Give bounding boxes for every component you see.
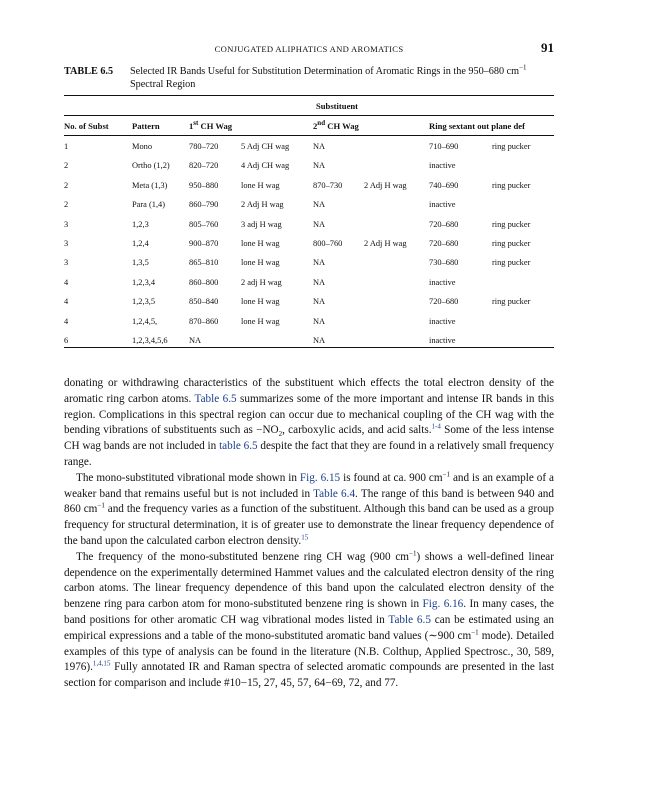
cell-ring-range: inactive [429, 277, 456, 287]
cell-ring-range: 740–690 [429, 180, 459, 190]
cell-pattern: 1,2,3,4,5,6 [132, 336, 168, 345]
cell-ring-range: 720–680 [429, 297, 459, 307]
cell-first-wag-desc: lone H wag [241, 180, 280, 190]
col-no-of-subst: No. of Subst [64, 121, 109, 131]
cell-ring-range: inactive [429, 336, 456, 345]
cell-first-wag-range: 900–870 [189, 239, 219, 248]
cell-pattern: 1,2,4,5, [132, 316, 158, 326]
cell-no-of-subst: 2 [64, 180, 69, 190]
table-6-5-link[interactable]: Table 6.5 [388, 613, 431, 626]
cell-first-wag-desc: lone H wag [241, 239, 280, 248]
cell-second-wag-range: NA [313, 336, 326, 345]
cell-second-wag-desc: 2 Adj H wag [364, 239, 407, 248]
table-6-4-link[interactable]: Table 6.4 [313, 487, 356, 500]
cell-first-wag-range: 870–860 [189, 316, 219, 326]
cell-second-wag-range: NA [313, 258, 326, 268]
cell-first-wag-desc: lone H wag [241, 297, 280, 307]
caption-line-2: Spectral Region [130, 78, 196, 90]
cell-second-wag-range: NA [313, 200, 326, 210]
col-first-ch-wag: 1st CH Wag [189, 119, 233, 131]
cell-ring-desc: ring pucker [492, 180, 531, 190]
cell-no-of-subst: 3 [64, 258, 69, 268]
citation-link[interactable]: 1,4,15 [92, 659, 111, 668]
cell-second-wag-range: NA [313, 277, 326, 287]
citation-link[interactable]: 1-4 [431, 422, 441, 431]
cell-second-wag-range: NA [313, 161, 326, 171]
table-caption-text [130, 63, 550, 91]
cell-pattern: 1,2,3 [132, 219, 149, 229]
cell-no-of-subst: 2 [64, 200, 69, 210]
cell-first-wag-desc: lone H wag [241, 316, 280, 326]
caption-exponent: −1 [519, 63, 527, 72]
cell-second-wag-range: NA [313, 316, 326, 326]
cell-no-of-subst: 6 [64, 336, 69, 345]
substituent-group-header: Substituent [316, 101, 359, 111]
fig-6-16-link[interactable]: Fig. 6.16 [422, 598, 464, 611]
cell-second-wag-range: NA [313, 142, 326, 151]
cell-pattern: Para (1,4) [132, 200, 166, 210]
cell-pattern: Meta (1,3) [132, 180, 168, 190]
cell-no-of-subst: 2 [64, 161, 69, 171]
cell-ring-desc: ring pucker [492, 219, 531, 229]
cell-ring-range: 720–680 [429, 239, 459, 248]
citation-link[interactable]: 15 [301, 533, 309, 542]
cell-pattern: 1,2,3,4 [132, 277, 156, 287]
cell-ring-desc: ring pucker [492, 239, 531, 248]
cell-first-wag-desc: 3 adj H wag [241, 219, 282, 229]
cell-no-of-subst: 4 [64, 277, 69, 287]
cell-ring-range: 730–680 [429, 258, 459, 268]
cell-ring-range: 720–680 [429, 219, 459, 229]
cell-no-of-subst: 1 [64, 142, 69, 151]
cell-first-wag-range: 860–790 [189, 200, 219, 210]
cell-first-wag-range: 780–720 [189, 142, 219, 151]
cell-pattern: 1,2,3,5 [132, 297, 156, 307]
col-pattern: Pattern [132, 121, 160, 131]
table-6-5-link[interactable]: Table 6.5 [194, 392, 237, 405]
paragraph-3: The frequency of the mono-substituted benzene ring CH wag (900 $cm^{-1}$) shows a well-defined linear dependence on the experimentally determined Hammet values and the calculated electron density of the ring carbon atoms. The linear frequency dependence of this band upon the calculated electron density of the benzene ring para carbon atom for mono-substituted benzene ring is shown in Fig. 6.16. In many cases, the band positions for other aromatic CH wag vibrational modes listed in Table 6.5 can be estimated using an empirical expressions and a table of the mono-substituted aromatic band values (∼900 $cm^{-1}$ mode). Detailed examples of this type of analysis can be found in the literature (N.B. Colthup, Applied Spectrosc., 30, 589, 1976).$^{1,4,15}$ Fully annotated IR and Raman spectra of selected aromatic compounds are presented in the last section for comparison and include #10−15, 27, 45, 57, 64−69, 72, and 77. [64, 549, 555, 690]
page-number: 91 [541, 40, 554, 55]
cell-ring-desc: ring pucker [492, 142, 531, 151]
paragraph-1: donating or withdrawing characteristics of the substituent which effects the total electron density of the aromatic ring carbon atoms. Table 6.5 summarizes some of the more important and intense IR bands in this region. Complications in this spectral region can occur due to mechanical coupling of the CH wag with the bending vibrations of substituents such as $-NO_2$, carboxylic acids, and acid salts.$^{1-4}$ Some of the less intense CH wag bands are not included in table 6.5 despite the fact that they are found in a relatively small frequency range. [64, 377, 554, 468]
caption-line-1: Selected IR Bands Useful for Substitution Determination of Aromatic Rings in the 950–680 cm [130, 66, 520, 77]
cell-pattern: Mono [132, 142, 153, 151]
table-6-5-link[interactable]: table 6.5 [219, 440, 258, 453]
cell-second-wag-range: 800–760 [313, 239, 343, 248]
body-text [64, 376, 554, 692]
cell-ring-desc: ring pucker [492, 258, 531, 268]
cell-first-wag-range: 860–800 [189, 277, 219, 287]
cell-pattern: 1,2,4 [132, 239, 149, 248]
paragraph-2: The mono-substituted vibrational mode shown in Fig. 6.15 is found at ca. 900 $cm^{-1}$ and is an example of a weaker band that remains useful but is not included in Table 6.4. The range of this band is between 940 and 860 $cm^{-1}$ and the frequency varies as a function of the substituent. Although this band can be used as a group frequency for structural determination, it is of greater use to demonstrate the linear frequency dependence of the band upon the calculated carbon electron density.$^{15}$ [64, 470, 554, 547]
running-title: CONJUGATED ALIPHATICS AND AROMATICS [214, 44, 404, 54]
cell-first-wag-range: NA [189, 336, 202, 345]
cell-no-of-subst: 3 [64, 219, 69, 229]
cell-pattern: 1,3,5 [132, 258, 149, 268]
cell-first-wag-desc: 2 Adj H wag [241, 200, 284, 210]
cell-first-wag-desc: 5 Adj CH wag [241, 142, 290, 151]
cell-ring-desc: ring pucker [492, 297, 531, 307]
cell-first-wag-desc: lone H wag [241, 258, 280, 268]
cell-ring-range: inactive [429, 161, 456, 171]
col-ring-sextant: Ring sextant out plane def [429, 121, 525, 131]
cell-first-wag-range: 850–840 [189, 297, 219, 307]
table-label: TABLE 6.5 [64, 66, 114, 77]
cell-first-wag-range: 865–810 [189, 258, 219, 268]
table-bottom-rule [64, 347, 554, 348]
cell-first-wag-range: 950–880 [189, 180, 219, 190]
cell-ring-range: 710–690 [429, 142, 459, 151]
cell-first-wag-range: 805–760 [189, 219, 219, 229]
cell-no-of-subst: 3 [64, 239, 69, 248]
cell-ring-range: inactive [429, 316, 456, 326]
cell-no-of-subst: 4 [64, 316, 69, 326]
cell-ring-range: inactive [429, 200, 456, 210]
cell-second-wag-range: NA [313, 219, 326, 229]
cell-first-wag-range: 820–720 [189, 161, 219, 171]
cell-second-wag-desc: 2 Adj H wag [364, 180, 407, 190]
cell-first-wag-desc: 4 Adj CH wag [241, 161, 290, 171]
table-group-rule [64, 115, 554, 116]
cell-first-wag-desc: 2 adj H wag [241, 277, 282, 287]
table-top-rule [64, 95, 554, 96]
cell-pattern: Ortho (1,2) [132, 161, 170, 171]
cell-second-wag-range: NA [313, 297, 326, 307]
fig-6-15-link[interactable]: Fig. 6.15 [299, 471, 341, 484]
col-second-ch-wag: 2nd CH Wag [313, 119, 359, 131]
cell-no-of-subst: 4 [64, 297, 69, 307]
table-header-rule [64, 135, 554, 136]
cell-second-wag-range: 870–730 [313, 180, 343, 190]
